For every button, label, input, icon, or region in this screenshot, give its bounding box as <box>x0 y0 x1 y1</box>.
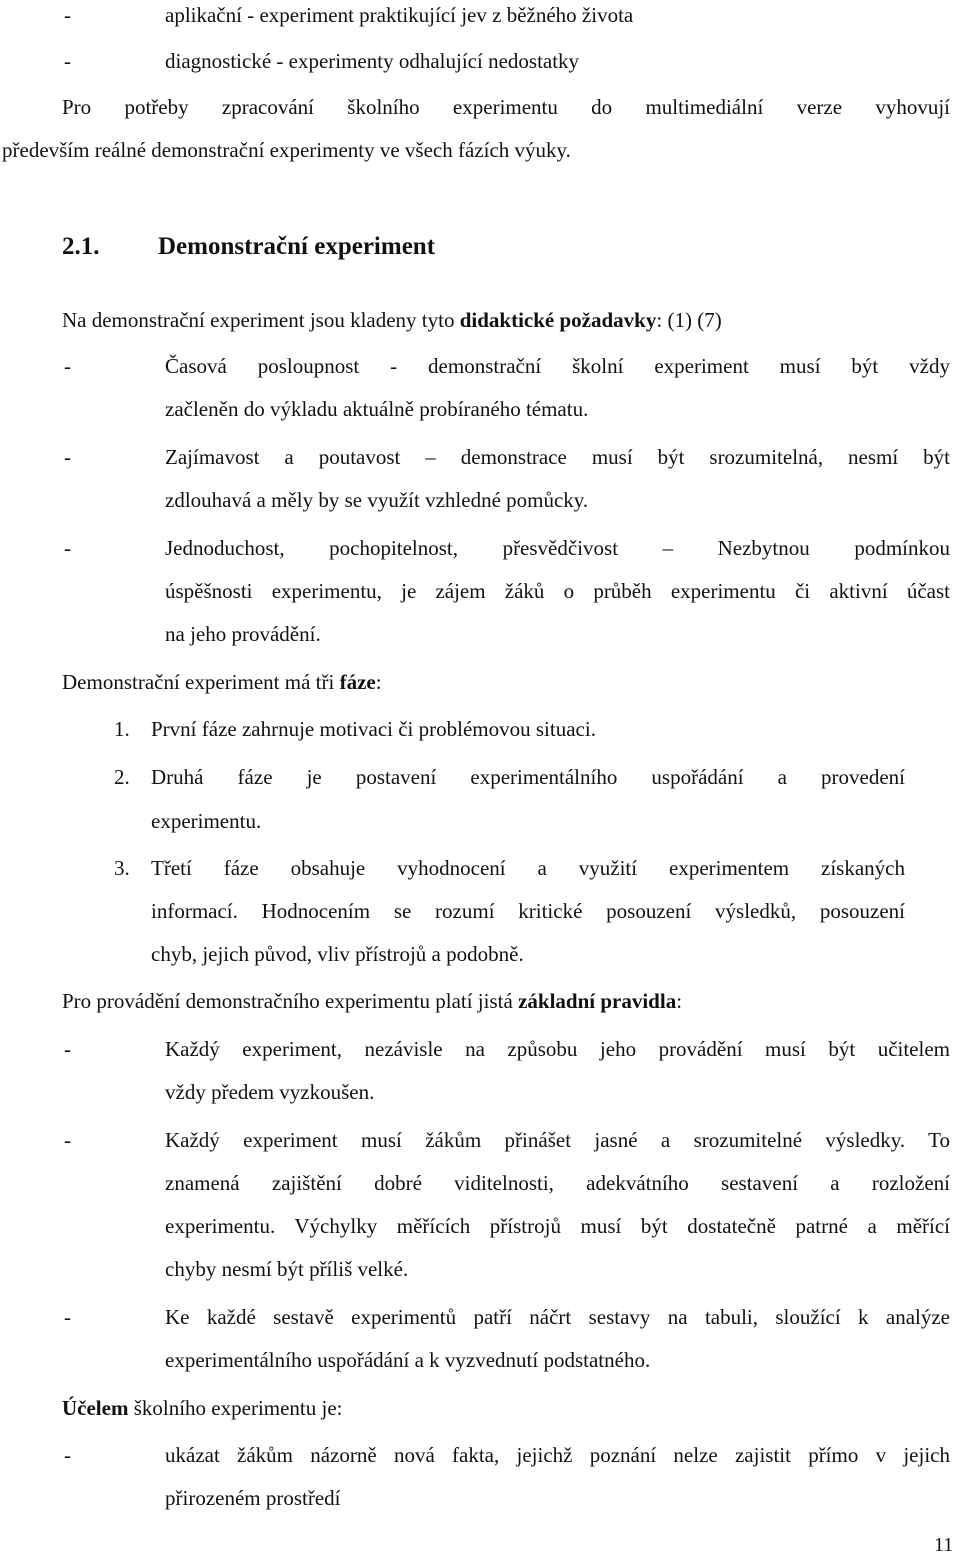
list-item-line: Zajímavost a poutavost – demonstrace musí být srozumitelná, nesmí být <box>165 445 950 469</box>
list-item-line: ukázat žákům názorně nová fakta, jejichž poznání nelze zajistit přímo v jejich <box>165 1443 950 1467</box>
list-marker: - <box>64 445 71 469</box>
section-heading <box>62 234 435 260</box>
list-item-line: První fáze zahrnuje motivaci či problémovou situaci. <box>151 717 596 741</box>
list-marker: - <box>64 3 71 27</box>
lead-bold-text: Účelem <box>62 1396 129 1420</box>
list-item-line: znamená zajištění dobré viditelnosti, adekvátního sestavení a rozložení <box>165 1171 950 1195</box>
section-title: Demonstrační experiment <box>158 233 436 260</box>
list-item-line: experimentu. <box>151 809 262 833</box>
list-item-line: začleněn do výkladu aktuálně probíraného tématu. <box>165 397 589 421</box>
list-marker: - <box>64 536 71 560</box>
lead-text: školního experimentu je: <box>128 1396 343 1420</box>
lead-text: Na demonstrační experiment jsou kladeny tyto <box>62 308 460 332</box>
list-item-line: přirozeném prostředí <box>165 1486 341 1510</box>
requirements-lead <box>62 307 722 333</box>
list-item-text: aplikační - experiment praktikující jev z běžného života <box>165 3 634 27</box>
list-item-line: experimentu. Výchylky měřících přístrojů musí být dostatečně patrné a měřící <box>165 1214 950 1238</box>
lead-text: : (1) (7) <box>656 308 722 332</box>
list-marker: - <box>64 354 71 378</box>
list-item-line: Časová posloupnost - demonstrační školní experiment musí být vždy <box>165 354 950 378</box>
list-item-line: vždy předem vyzkoušen. <box>165 1080 375 1104</box>
list-item-line: chyb, jejich původ, vliv přístrojů a podobně. <box>151 942 524 966</box>
intro-paragraph-line: Pro potřeby zpracování školního experimentu do multimediální verze vyhovují <box>62 95 950 119</box>
list-marker: - <box>64 49 71 73</box>
purpose-lead <box>62 1395 343 1421</box>
lead-text: Demonstrační experiment má tři <box>62 670 340 694</box>
list-marker: - <box>64 1037 71 1061</box>
list-item-line: Ke každé sestavě experimentů patří náčrt sestavy na tabuli, sloužící k analýze <box>165 1305 950 1329</box>
list-number: 2. <box>114 765 130 789</box>
list-item-line: Druhá fáze je postavení experimentálního uspořádání a provedení <box>151 765 905 789</box>
list-item-line: na jeho provádění. <box>165 622 321 646</box>
list-marker: - <box>64 1128 71 1152</box>
lead-bold-text: základní pravidla <box>518 989 677 1013</box>
list-marker: - <box>64 1443 71 1467</box>
section-number: 2.1. <box>62 233 100 260</box>
lead-bold-text: didaktické požadavky <box>459 308 657 332</box>
list-item-line: Třetí fáze obsahuje vyhodnocení a využití experimentem získaných <box>151 856 905 880</box>
list-item-line: Každý experiment musí žákům přinášet jasné a srozumitelné výsledky. To <box>165 1128 950 1152</box>
lead-text: Pro provádění demonstračního experimentu platí jistá <box>62 989 519 1013</box>
list-number: 1. <box>114 717 130 741</box>
intro-paragraph-line: především reálné demonstrační experimenty ve všech fázích výuky. <box>2 138 571 162</box>
phases-lead <box>62 669 382 695</box>
list-item-line: experimentálního uspořádání a k vyzvednutí podstatného. <box>165 1348 651 1372</box>
list-item-line: zdlouhavá a měly by se využít vzhledné pomůcky. <box>165 488 589 512</box>
list-item-line: Každý experiment, nezávisle na způsobu jeho provádění musí být učitelem <box>165 1037 950 1061</box>
rules-lead <box>62 988 682 1014</box>
list-item-line: chyby nesmí být příliš velké. <box>165 1257 409 1281</box>
lead-text: : <box>375 670 382 694</box>
list-number: 3. <box>114 856 130 880</box>
lead-text: : <box>676 989 683 1013</box>
page-number: 11 <box>934 1534 954 1556</box>
list-item-line: úspěšnosti experimentu, je zájem žáků o průběh experimentu či aktivní účast <box>165 579 950 603</box>
list-item-line: informací. Hodnocením se rozumí kritické posouzení výsledků, posouzení <box>151 899 905 923</box>
lead-bold-text: fáze <box>339 670 376 694</box>
list-marker: - <box>64 1305 71 1329</box>
list-item-line: Jednoduchost, pochopitelnost, přesvědčivost – Nezbytnou podmínkou <box>165 536 950 560</box>
list-item-text: diagnostické - experimenty odhalující nedostatky <box>165 49 580 73</box>
